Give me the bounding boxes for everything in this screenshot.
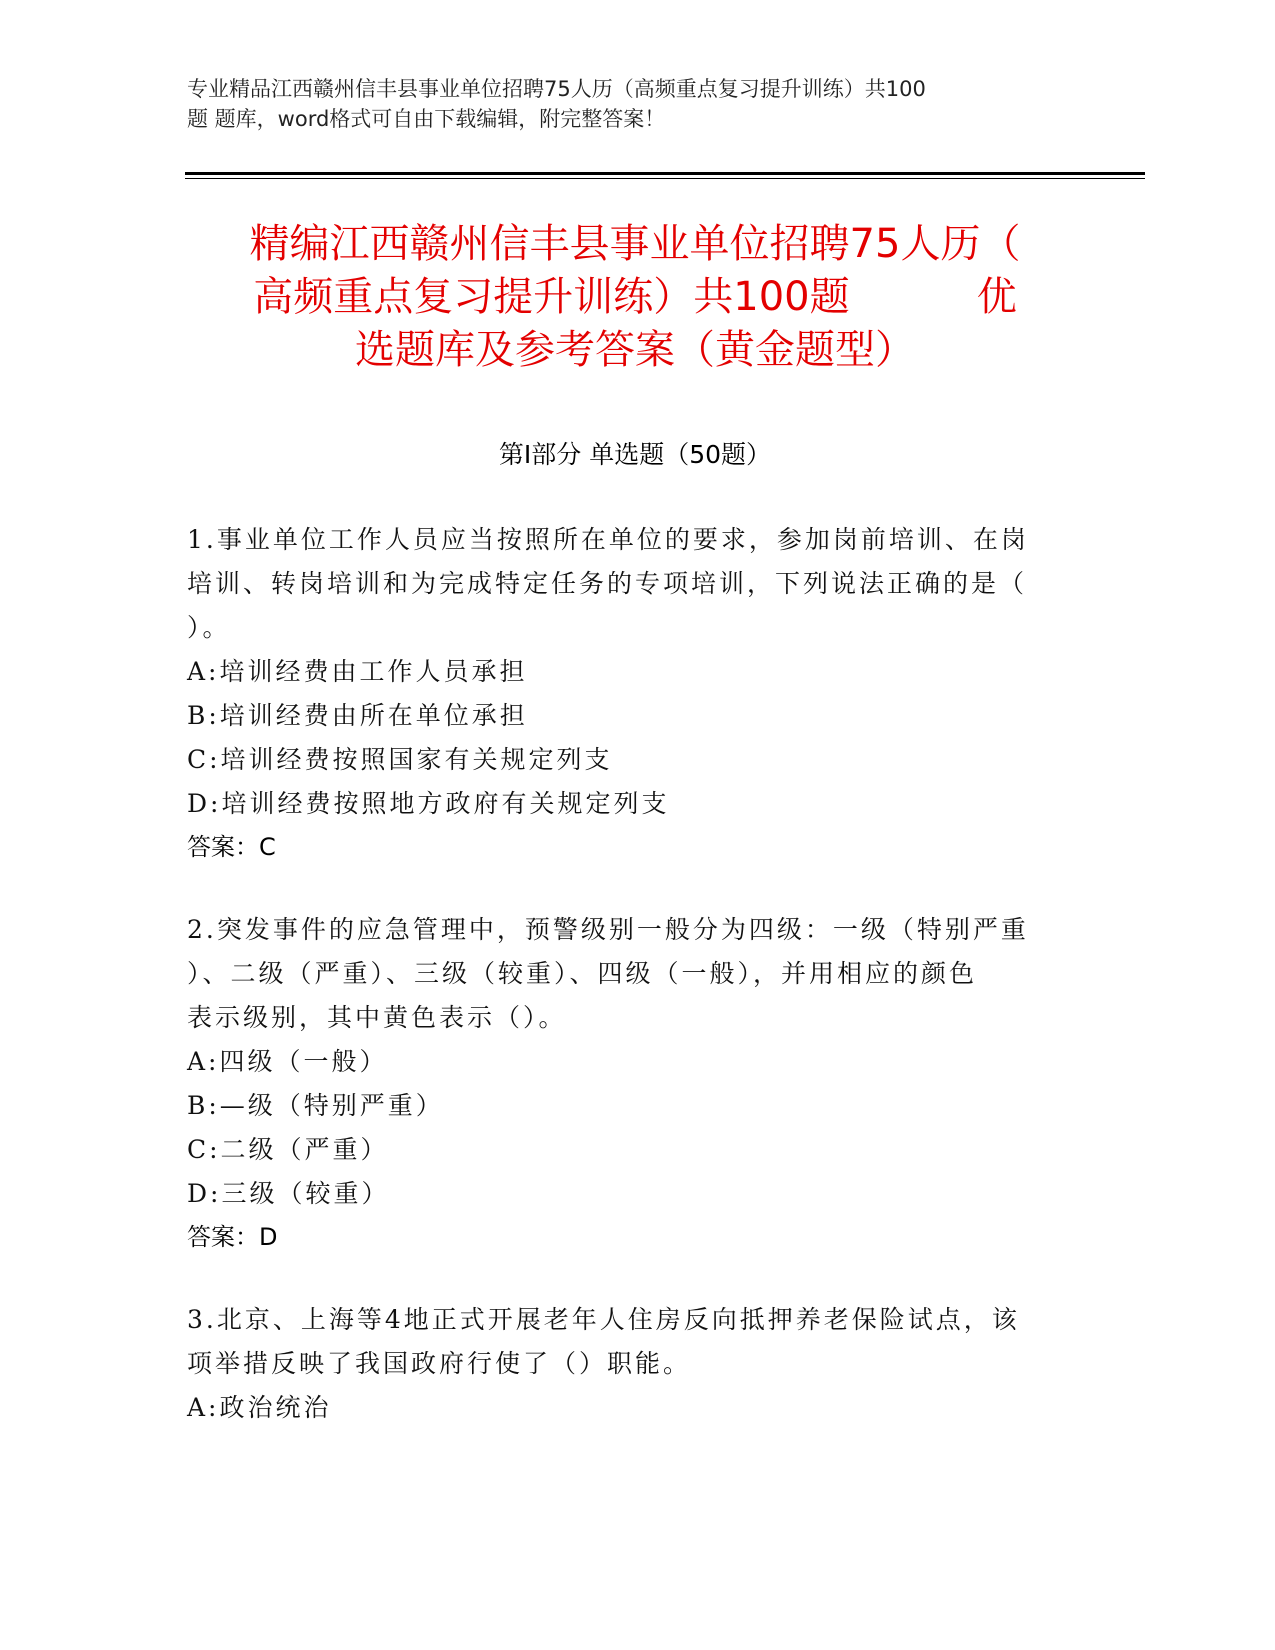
question-1-option-a: A:培训经费由工作人员承担 <box>187 657 528 686</box>
document-title-line-2: 高频重点复习提升训练）共100题 优 <box>253 274 1017 320</box>
question-2-option-d: D:三级（较重） <box>187 1179 390 1208</box>
question-3-text-line-2: 项举措反映了我国政府行使了（）职能。 <box>187 1349 692 1378</box>
question-1-option-c: C:培训经费按照国家有关规定列支 <box>187 745 613 774</box>
question-3-text-line-1: 3.北京、上海等4地正式开展老年人住房反向抵押养老保险试点，该 <box>187 1305 1020 1334</box>
question-2-text-line-1: 2.突发事件的应急管理中，预警级别一般分为四级：一级（特别严重 <box>187 915 1029 944</box>
header-text-line-2: 题 题库，word格式可自由下载编辑，附完整答案！ <box>187 107 666 131</box>
question-2-text-line-2: ）、二级（严重）、三级（较重）、四级（一般），并用相应的颜色 <box>187 959 978 988</box>
question-1-option-b: B:培训经费由所在单位承担 <box>187 701 528 730</box>
question-2-option-a: A:四级（一般） <box>187 1047 388 1076</box>
header-rule-thin <box>185 178 1145 179</box>
question-1-text-line-1: 1.事业单位工作人员应当按照所在单位的要求，参加岗前培训、在岗 <box>187 525 1029 554</box>
question-2-option-b: B:—级（特别严重） <box>187 1091 444 1120</box>
header-rule-thick <box>185 172 1145 175</box>
question-1-text-line-2: 培训、转岗培训和为完成特定任务的专项培训，下列说法正确的是（ <box>187 569 1028 598</box>
header-text-line-1: 专业精品江西赣州信丰县事业单位招聘75人历（高频重点复习提升训练）共100 <box>187 77 926 101</box>
question-2-text-line-3: 表示级别，其中黄色表示（）。 <box>187 1003 567 1032</box>
question-3-option-a: A:政治统治 <box>187 1393 332 1422</box>
document-title-line-1: 精编江西赣州信丰县事业单位招聘75人历（ <box>249 221 1021 267</box>
question-1-text-line-3: ）。 <box>187 613 231 642</box>
question-2-option-c: C:二级（严重） <box>187 1135 389 1164</box>
question-2-answer: 答案：D <box>187 1223 278 1251</box>
question-1-answer: 答案：C <box>187 833 276 861</box>
document-title-line-3: 选题库及参考答案（黄金题型） <box>355 327 915 373</box>
section-heading: 第Ⅰ部分 单选题（50题） <box>498 440 772 469</box>
question-1-option-d: D:培训经费按照地方政府有关规定列支 <box>187 789 670 818</box>
